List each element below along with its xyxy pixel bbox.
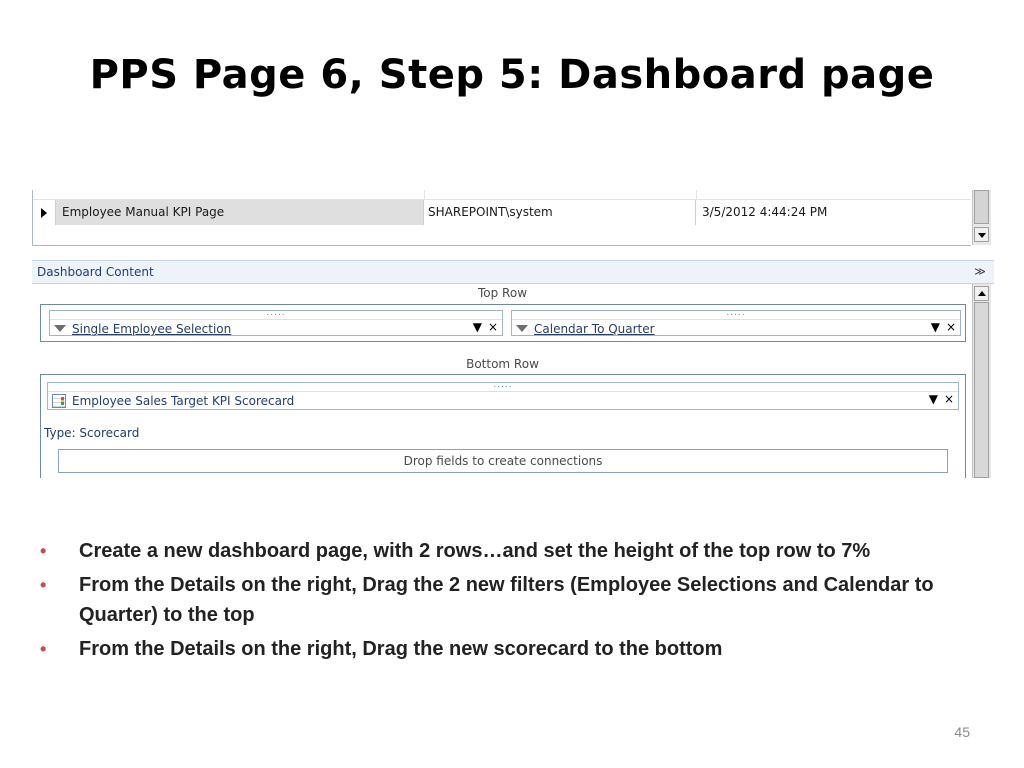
- close-icon[interactable]: ×: [487, 320, 498, 334]
- scorecard-type: Type: Scorecard: [44, 426, 140, 440]
- bottom-row-title: Bottom Row: [466, 357, 539, 371]
- column-divider: [696, 190, 697, 199]
- row-pointer-icon: [33, 200, 56, 225]
- grid-scrollbar[interactable]: [972, 190, 991, 245]
- filter-label[interactable]: Calendar To Quarter: [534, 322, 655, 336]
- bullet-icon: •: [40, 639, 47, 659]
- bullet-icon: •: [40, 575, 47, 595]
- scorecard-label[interactable]: Employee Sales Target KPI Scorecard: [72, 394, 295, 408]
- scrollbar-thumb[interactable]: [974, 302, 989, 478]
- scorecard-zone[interactable]: [47, 382, 959, 410]
- filter-zone-employee[interactable]: [49, 310, 503, 336]
- page-number: 45: [954, 724, 970, 740]
- table-row-selected[interactable]: [33, 200, 971, 225]
- table-row-partial: [33, 190, 971, 200]
- filter-icon: [516, 325, 528, 332]
- dropdown-menu-icon[interactable]: ▼: [472, 320, 482, 334]
- list-item: [40, 570, 1010, 630]
- instruction-list: [40, 536, 1010, 668]
- modified-by-cell: SHAREPOINT\system: [424, 200, 696, 225]
- page-name-cell[interactable]: Employee Manual KPI Page: [56, 200, 424, 225]
- modified-date-cell: 3/5/2012 4:44:24 PM: [702, 205, 828, 219]
- drag-grip[interactable]: .....: [50, 311, 502, 320]
- bullet-text: Create a new dashboard page, with 2 rows…and set the height of the top row to 7%: [79, 540, 871, 562]
- dashboard-content-title: Dashboard Content: [37, 265, 154, 279]
- dropdown-menu-icon[interactable]: ▼: [930, 320, 940, 334]
- drag-grip[interactable]: .....: [48, 383, 958, 392]
- drag-grip[interactable]: .....: [512, 311, 960, 320]
- filter-item-employee[interactable]: [54, 321, 231, 337]
- slide-title: PPS Page 6, Step 5: Dashboard page: [89, 52, 935, 98]
- top-row-title: Top Row: [477, 286, 528, 300]
- bullet-text: From the Details on the right, Drag the new scorecard to the bottom: [79, 638, 723, 660]
- filter-zone-calendar[interactable]: [511, 310, 961, 336]
- top-row-zone[interactable]: [40, 304, 966, 342]
- bullet-text: From the Details on the right, Drag the 2 new filters (Employee Selections and Calendar to Quarter) to the top: [79, 574, 934, 626]
- scroll-down-button[interactable]: [974, 227, 989, 242]
- zone-controls: [925, 320, 956, 334]
- page-list-grid: [32, 190, 971, 246]
- close-icon[interactable]: ×: [945, 320, 956, 334]
- close-icon[interactable]: ×: [943, 392, 954, 406]
- zone-controls: [467, 320, 498, 334]
- filter-icon: [54, 325, 66, 332]
- sharepoint-screenshot: [32, 190, 994, 478]
- bullet-icon: •: [40, 541, 47, 561]
- collapse-icon[interactable]: ≫: [974, 265, 986, 278]
- scrollbar-thumb[interactable]: [974, 190, 989, 224]
- dropdown-menu-icon[interactable]: ▼: [928, 392, 938, 406]
- scroll-up-button[interactable]: [974, 286, 989, 301]
- scorecard-item[interactable]: [52, 393, 294, 409]
- column-divider: [424, 190, 425, 199]
- filter-label[interactable]: Single Employee Selection: [72, 322, 232, 336]
- zone-controls: [923, 392, 954, 406]
- list-item: [40, 536, 1010, 566]
- connection-drop-target[interactable]: Drop fields to create connections: [58, 449, 948, 473]
- dashboard-content-header[interactable]: [32, 260, 994, 284]
- content-scrollbar[interactable]: [972, 284, 991, 478]
- scorecard-icon: [52, 394, 66, 408]
- filter-item-calendar[interactable]: [516, 321, 655, 337]
- list-item: [40, 634, 1010, 664]
